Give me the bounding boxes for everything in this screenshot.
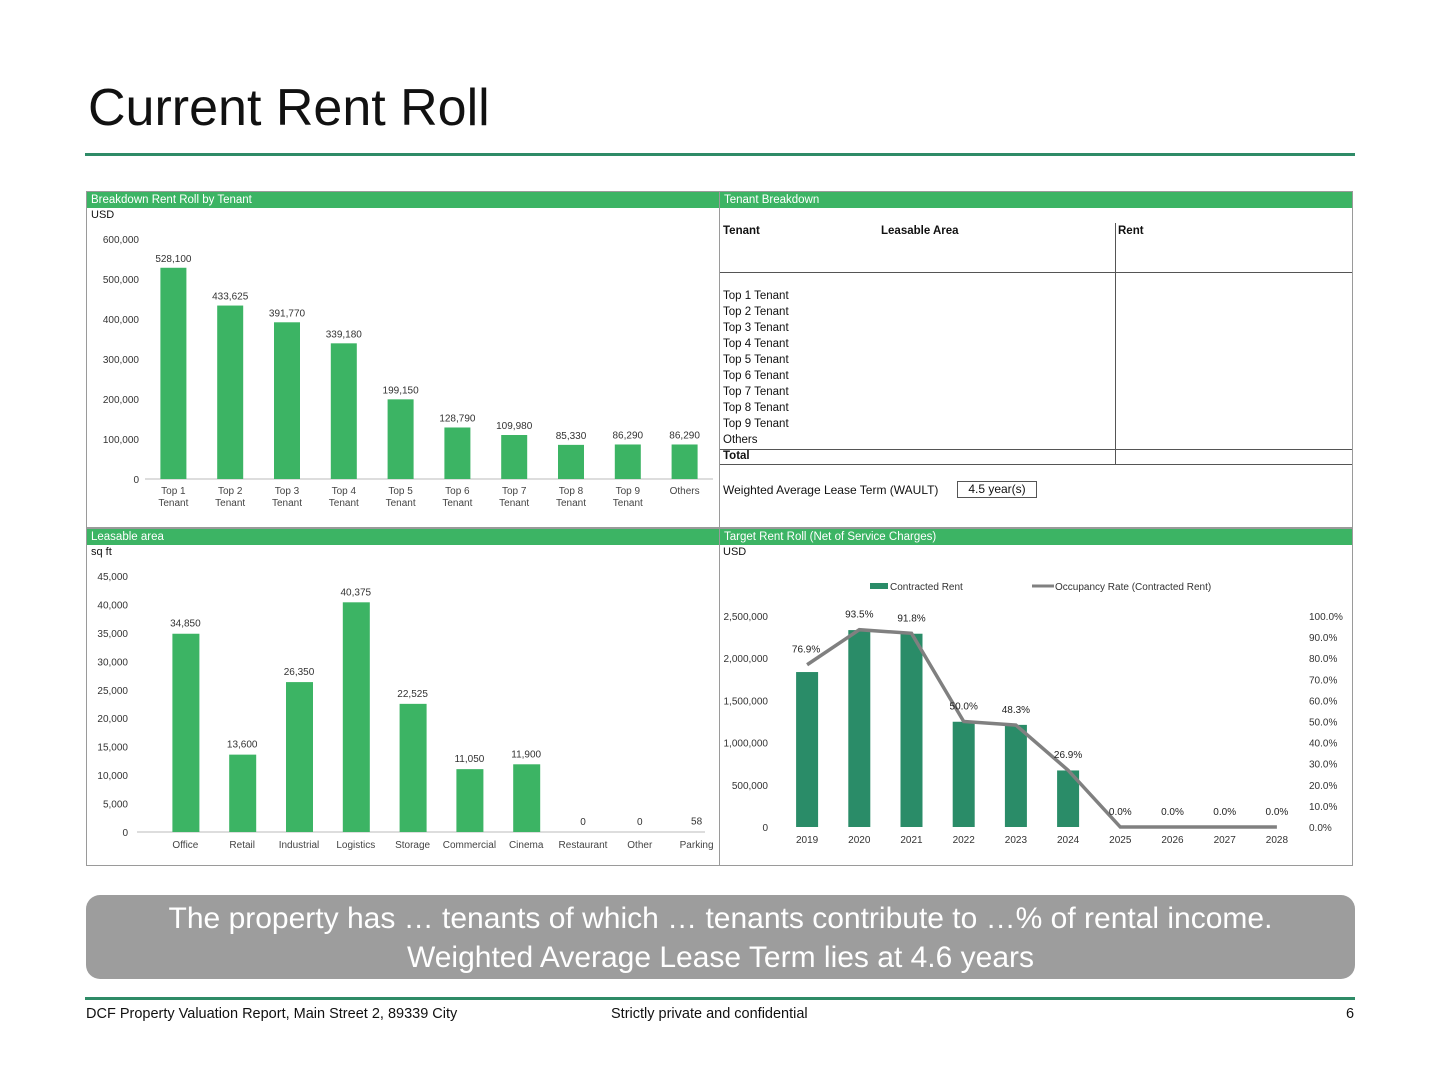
tenant-name: Top 3 Tenant — [723, 322, 789, 334]
tenant-breakdown-header: Tenant Breakdown — [720, 192, 1352, 208]
callout-line-1: The property has … tenants of which … tenants contribute to …% of rental income. — [168, 902, 1273, 935]
y-tick-label: 100,000 — [102, 435, 139, 446]
target-rent-roll-panel — [719, 528, 1353, 866]
x-tick-label: 2026 — [1161, 835, 1184, 846]
bar — [444, 427, 470, 479]
x-tick-label: Tenant — [555, 498, 587, 509]
x-tick-label: Top 6 — [445, 486, 470, 497]
data-label: 339,180 — [325, 329, 362, 341]
tenant-name: Top 2 Tenant — [723, 306, 789, 318]
rent-column-divider — [1115, 223, 1116, 464]
x-tick-label: Tenant — [499, 498, 530, 509]
bar — [172, 634, 199, 832]
data-label: 0 — [637, 817, 643, 828]
tenant-name: Top 6 Tenant — [723, 370, 789, 382]
total-row-rule-top — [720, 449, 1352, 450]
x-tick-label: Top 7 — [501, 486, 527, 497]
y-tick-label-right: 100.0% — [1309, 612, 1343, 623]
data-label: 11,900 — [511, 749, 542, 761]
bar — [331, 343, 357, 479]
y-tick-label: 200,000 — [102, 395, 139, 406]
data-label: 109,980 — [496, 421, 533, 433]
data-label: 11,050 — [454, 754, 485, 766]
y-tick-label-left: 500,000 — [731, 780, 768, 792]
x-tick-label: 2028 — [1265, 835, 1289, 846]
x-tick-label: Parking — [679, 840, 714, 851]
y-tick-label: 45,000 — [97, 572, 128, 583]
data-label: 528,100 — [155, 253, 192, 265]
y-tick-label-left: 2,000,000 — [723, 654, 768, 666]
occupancy-data-label: 0.0% — [1265, 807, 1289, 818]
leasable-area-chart — [87, 546, 719, 865]
y-tick-label-right: 90.0% — [1309, 633, 1338, 645]
y-tick-label: 600,000 — [102, 235, 139, 246]
occupancy-data-label: 0.0% — [1108, 807, 1132, 818]
x-tick-label: Cinema — [508, 840, 544, 851]
callout-line-2: Weighted Average Lease Term lies at 4.6 years — [406, 941, 1035, 974]
y-tick-label: 40,000 — [97, 600, 128, 612]
bar-contracted-rent — [848, 630, 870, 827]
y-tick-label-right: 30.0% — [1309, 759, 1338, 771]
target-rent-roll-unit: USD — [723, 546, 747, 558]
tenant-name: Top 9 Tenant — [723, 418, 789, 430]
tenant-name: Top 1 Tenant — [723, 290, 789, 302]
bar-contracted-rent — [1005, 725, 1027, 827]
footer-page-number: 6 — [1346, 1006, 1355, 1022]
bar — [672, 444, 698, 479]
y-tick-label-right: 40.0% — [1309, 738, 1338, 750]
y-tick-label: 15,000 — [97, 742, 128, 754]
y-tick-label-right: 60.0% — [1309, 696, 1338, 708]
bar — [400, 704, 427, 832]
x-tick-label: Tenant — [215, 498, 246, 509]
wault-label: Weighted Average Lease Term (WAULT) — [723, 483, 939, 497]
tenant-name: Top 8 Tenant — [723, 402, 789, 414]
bar — [558, 445, 584, 479]
x-tick-label: Top 5 — [388, 486, 413, 497]
data-label: 85,330 — [555, 430, 587, 442]
chart-legend — [870, 582, 1211, 593]
bar — [343, 602, 370, 832]
data-label: 58 — [691, 816, 703, 828]
occupancy-data-label: 48.3% — [1001, 705, 1031, 717]
x-tick-label: Top 3 — [274, 486, 300, 497]
tenant-breakdown-panel — [719, 191, 1353, 528]
x-tick-label: Tenant — [442, 498, 473, 509]
bar — [274, 322, 300, 479]
data-label: 199,150 — [382, 385, 419, 397]
data-label: 0 — [580, 817, 586, 828]
bar — [615, 444, 641, 479]
x-tick-label: 2021 — [900, 835, 923, 846]
x-tick-label: Others — [669, 486, 700, 497]
tenant-name: Others — [723, 434, 758, 446]
table-header-rule — [720, 272, 1352, 273]
data-label: 13,600 — [226, 739, 258, 751]
x-tick-label: 2023 — [1004, 835, 1028, 846]
bar — [217, 306, 243, 479]
x-tick-label: Other — [627, 840, 653, 851]
x-tick-label: Tenant — [271, 498, 303, 509]
x-tick-label: Retail — [229, 840, 255, 851]
x-tick-label: 2027 — [1213, 835, 1236, 846]
x-tick-label: Industrial — [278, 840, 320, 851]
data-label: 40,375 — [340, 587, 372, 599]
target-rent-roll-header: Target Rent Roll (Net of Service Charges) — [720, 529, 1352, 545]
footer-left: DCF Property Valuation Report, Main Street 2, 89339 City — [86, 1006, 458, 1022]
occupancy-line — [807, 630, 1277, 827]
bar-contracted-rent — [953, 722, 975, 827]
x-tick-label: Top 2 — [217, 486, 243, 497]
occupancy-data-label: 0.0% — [1213, 807, 1237, 818]
x-tick-label: Restaurant — [558, 840, 608, 851]
y-tick-label: 20,000 — [97, 714, 128, 726]
y-tick-label-right: 10.0% — [1309, 801, 1338, 813]
x-tick-label: Top 8 — [558, 486, 584, 497]
y-tick-label-right: 20.0% — [1309, 780, 1338, 792]
bar — [388, 399, 414, 479]
y-tick-label: 5,000 — [102, 799, 128, 811]
y-tick-label: 35,000 — [97, 628, 128, 640]
x-tick-label: Top 4 — [331, 486, 357, 497]
y-tick-label-right: 0.0% — [1309, 823, 1332, 834]
y-tick-label-right: 80.0% — [1309, 654, 1338, 666]
x-tick-label: Tenant — [158, 498, 189, 509]
bar — [456, 769, 483, 832]
bar — [160, 268, 186, 479]
y-tick-label-right: 70.0% — [1309, 675, 1338, 687]
data-label: 433,625 — [212, 291, 249, 303]
data-label: 128,790 — [439, 413, 476, 425]
bar — [513, 764, 540, 832]
tenant-name: Top 7 Tenant — [723, 386, 789, 398]
x-tick-label: Tenant — [612, 498, 643, 509]
x-tick-label: Tenant — [385, 498, 416, 509]
col-tenant-header: Tenant — [723, 225, 760, 237]
bar-contracted-rent — [901, 634, 923, 827]
title-divider — [85, 153, 1355, 156]
occupancy-data-label: 26.9% — [1053, 750, 1083, 762]
x-tick-label: Tenant — [328, 498, 359, 509]
y-tick-label-left: 1,500,000 — [723, 696, 768, 708]
y-tick-label-right: 50.0% — [1309, 717, 1338, 729]
bar — [501, 435, 527, 479]
y-tick-label-left: 0 — [762, 823, 768, 834]
data-label: 86,290 — [612, 430, 644, 442]
footer-center: Strictly private and confidential — [611, 1006, 808, 1022]
x-tick-label: 2022 — [952, 835, 975, 846]
x-tick-label: Top 9 — [615, 486, 641, 497]
occupancy-data-label: 0.0% — [1161, 807, 1184, 818]
x-tick-label: 2020 — [848, 835, 871, 846]
col-rent-header: Rent — [1118, 225, 1144, 237]
occupancy-data-label: 93.5% — [845, 609, 874, 621]
leasable-area-unit: sq ft — [91, 546, 112, 558]
y-tick-label-left: 2,500,000 — [723, 612, 768, 623]
footer-divider — [85, 997, 1355, 1000]
legend-contracted-rent-swatch — [870, 583, 888, 589]
page-title: Current Rent Roll — [88, 79, 490, 137]
bar — [286, 682, 313, 832]
occupancy-data-label: 91.8% — [897, 613, 926, 625]
x-tick-label: Storage — [395, 840, 431, 851]
y-tick-label-left: 1,000,000 — [723, 738, 768, 750]
data-label: 26,350 — [283, 667, 315, 679]
y-tick-label: 0 — [122, 828, 128, 839]
y-tick-label: 25,000 — [97, 685, 128, 697]
y-tick-label: 500,000 — [102, 275, 139, 286]
bar-contracted-rent — [796, 672, 818, 827]
col-area-header: Leasable Area — [881, 225, 959, 237]
leasable-area-panel — [86, 528, 720, 866]
x-tick-label: Commercial — [442, 840, 497, 851]
rent-by-tenant-unit: USD — [91, 209, 115, 221]
x-tick-label: 2024 — [1056, 835, 1080, 846]
data-label: 86,290 — [669, 430, 700, 442]
summary-callout — [86, 895, 1355, 979]
x-tick-label: 2019 — [795, 835, 819, 846]
occupancy-data-label: 76.9% — [791, 644, 821, 656]
tenant-name: Total — [723, 450, 750, 462]
x-tick-label: Office — [172, 840, 199, 851]
rent-by-tenant-chart — [87, 209, 719, 527]
x-tick-label: 2025 — [1109, 835, 1132, 846]
occupancy-data-label: 50.0% — [949, 701, 978, 713]
data-label: 22,525 — [397, 688, 428, 700]
y-tick-label: 400,000 — [102, 315, 139, 326]
legend-contracted-rent-label: Contracted Rent — [890, 582, 963, 593]
tenant-name: Top 5 Tenant — [723, 354, 789, 366]
x-tick-label: Top 1 — [161, 486, 186, 497]
data-label: 391,770 — [268, 308, 306, 320]
bar — [229, 755, 256, 832]
tenant-name: Top 4 Tenant — [723, 338, 789, 350]
y-tick-label: 10,000 — [97, 771, 128, 783]
y-tick-label: 30,000 — [97, 657, 128, 669]
legend-occupancy-label: Occupancy Rate (Contracted Rent) — [1055, 582, 1212, 593]
rent-by-tenant-header: Breakdown Rent Roll by Tenant — [87, 192, 719, 208]
y-tick-label: 300,000 — [102, 355, 139, 366]
x-tick-label: Logistics — [336, 840, 376, 851]
wault-value: 4.5 year(s) — [957, 481, 1037, 498]
total-row-rule-bottom — [720, 464, 1352, 465]
y-tick-label: 0 — [133, 475, 139, 486]
data-label: 34,850 — [170, 618, 201, 630]
leasable-area-header: Leasable area — [87, 529, 719, 545]
rent-by-tenant-panel — [86, 191, 720, 528]
target-rent-roll-chart — [720, 546, 1352, 865]
